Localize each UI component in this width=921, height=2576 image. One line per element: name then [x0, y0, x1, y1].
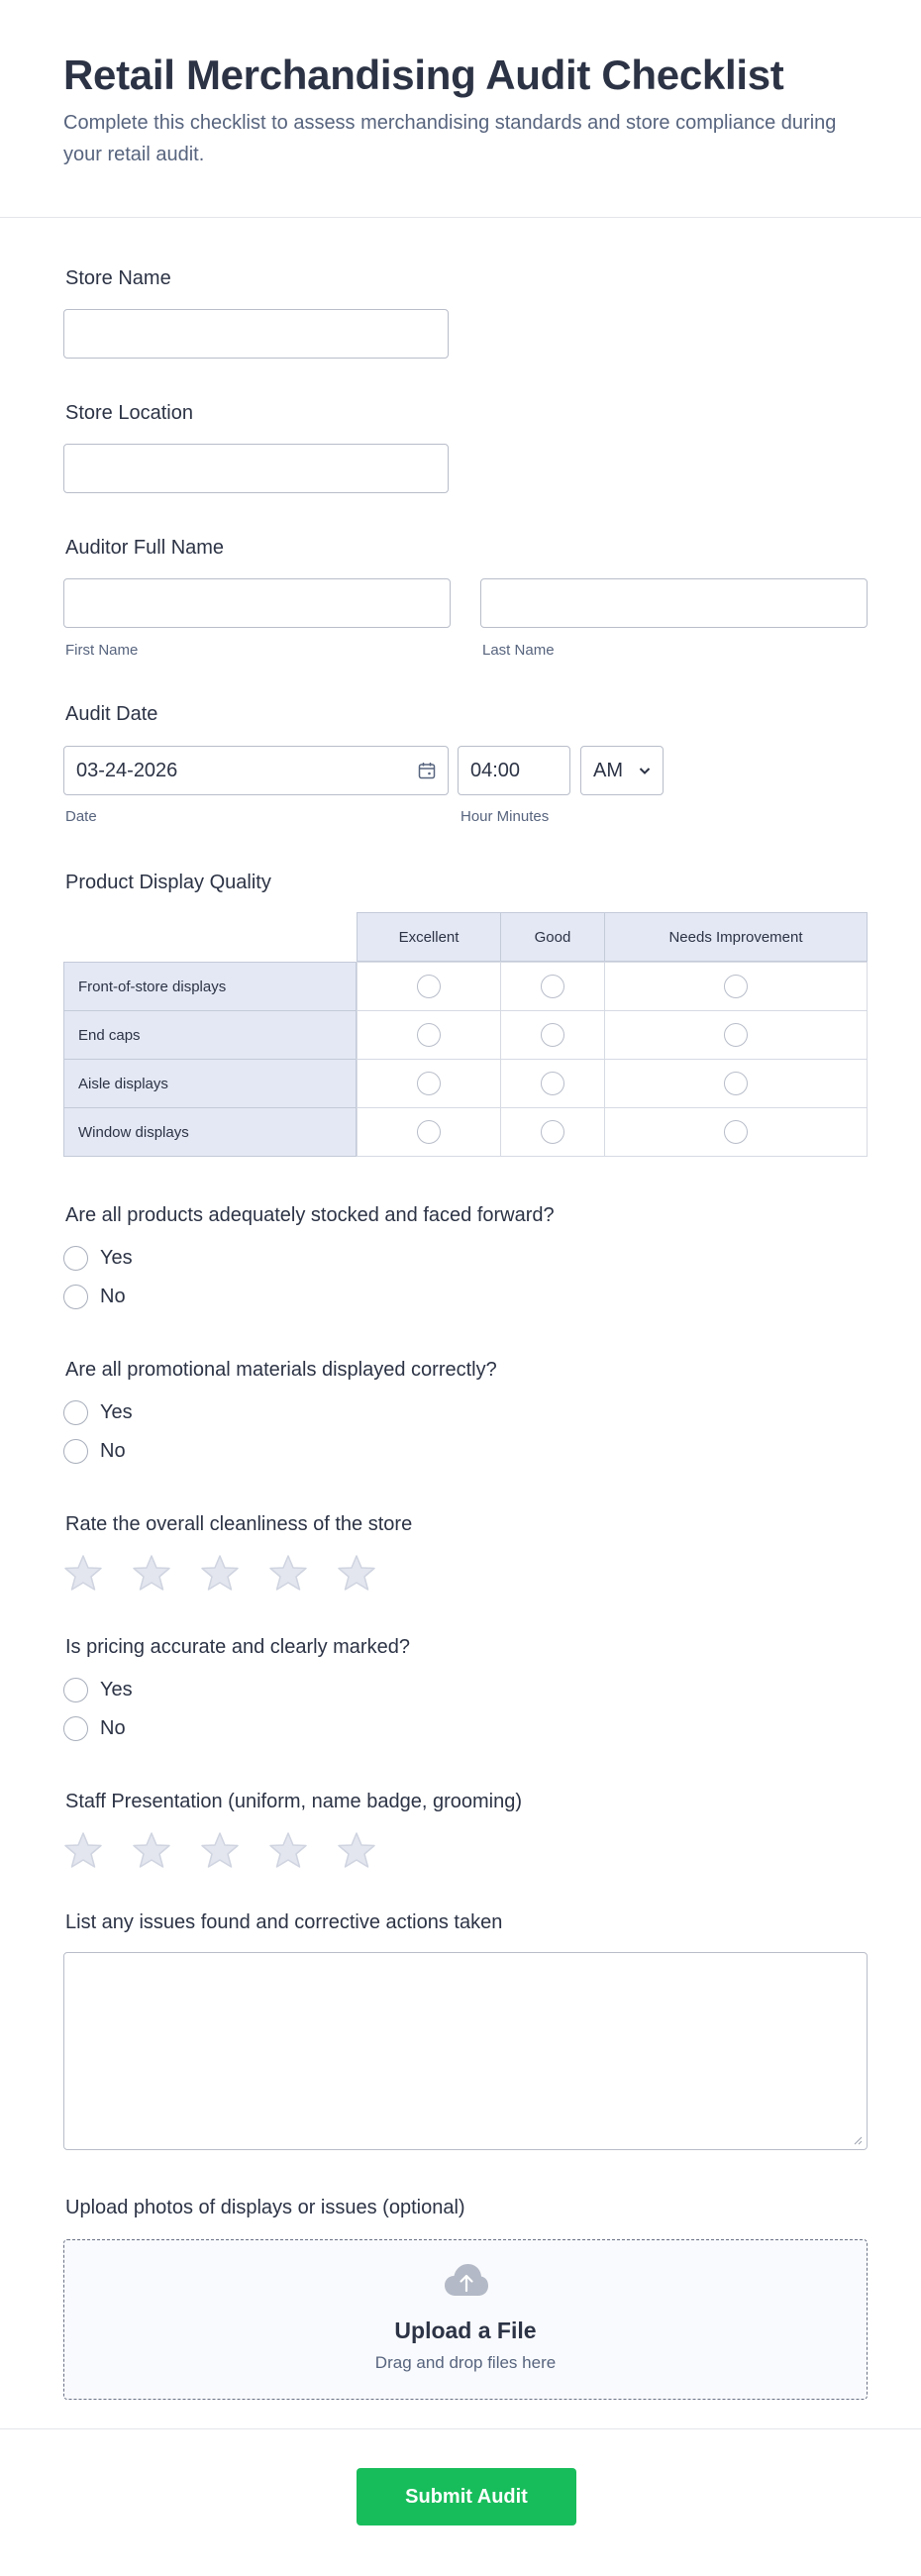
cleanliness-rating-label: Rate the overall cleanliness of the store	[65, 1513, 413, 1535]
first-name-sublabel: First Name	[65, 642, 139, 659]
star-icon[interactable]	[63, 1554, 103, 1592]
first-name-input[interactable]	[63, 578, 451, 628]
auditor-name-label: Auditor Full Name	[65, 537, 225, 559]
form-footer	[0, 2428, 921, 2576]
radio-label: No	[100, 1716, 126, 1739]
matrix-cell	[357, 962, 501, 1011]
matrix-radio[interactable]	[541, 975, 564, 998]
matrix-radio[interactable]	[417, 1072, 441, 1095]
matrix-cell	[500, 962, 605, 1011]
radio-button[interactable]	[63, 1678, 88, 1702]
store-location-label: Store Location	[65, 402, 193, 424]
star-icon[interactable]	[200, 1554, 240, 1592]
date-input[interactable]	[63, 746, 449, 795]
calendar-icon[interactable]	[418, 762, 436, 779]
date-sublabel: Date	[65, 808, 97, 825]
radio-button[interactable]	[63, 1400, 88, 1425]
matrix-radio[interactable]	[724, 975, 748, 998]
resize-handle-icon[interactable]	[853, 2135, 863, 2145]
page-title: Retail Merchandising Audit Checklist	[63, 52, 784, 98]
matrix-radio[interactable]	[724, 1120, 748, 1144]
pricing-option-yes[interactable]	[63, 1677, 133, 1702]
store-location-input[interactable]	[63, 444, 449, 493]
staff-rating-label: Staff Presentation (uniform, name badge, grooming)	[65, 1791, 522, 1812]
store-name-input[interactable]	[63, 309, 449, 359]
matrix-column-header: Excellent	[357, 912, 501, 962]
radio-button[interactable]	[63, 1246, 88, 1271]
matrix-cell	[500, 1107, 605, 1157]
radio-label: Yes	[100, 1678, 133, 1700]
matrix-radio[interactable]	[541, 1120, 564, 1144]
promotional-question-label: Are all promotional materials displayed correctly?	[65, 1359, 497, 1381]
matrix-cell	[357, 1010, 501, 1060]
last-name-input[interactable]	[480, 578, 868, 628]
matrix-cell	[604, 1010, 868, 1060]
matrix-cell	[357, 1107, 501, 1157]
star-icon[interactable]	[132, 1831, 171, 1869]
radio-button[interactable]	[63, 1439, 88, 1464]
ampm-value: AM	[593, 759, 623, 781]
promotional-option-yes[interactable]	[63, 1399, 133, 1425]
radio-label: No	[100, 1285, 126, 1307]
chevron-down-icon	[639, 767, 651, 775]
staff-star-rating	[63, 1831, 405, 1869]
store-name-label: Store Name	[65, 267, 171, 289]
time-sublabel: Hour Minutes	[460, 808, 550, 825]
matrix-row-label: Window displays	[63, 1107, 357, 1157]
promotional-option-no[interactable]	[63, 1438, 126, 1464]
issues-label: List any issues found and corrective actions taken	[65, 1911, 503, 1933]
form-header	[0, 0, 921, 218]
cloud-upload-icon	[443, 2262, 490, 2298]
matrix-row-label: Aisle displays	[63, 1059, 357, 1108]
star-icon[interactable]	[337, 1554, 376, 1592]
last-name-sublabel: Last Name	[482, 642, 555, 659]
cleanliness-star-rating	[63, 1554, 405, 1592]
star-icon[interactable]	[63, 1831, 103, 1869]
upload-subtitle: Drag and drop files here	[374, 2353, 557, 2372]
star-icon[interactable]	[132, 1554, 171, 1592]
matrix-radio[interactable]	[724, 1072, 748, 1095]
date-value: 03-24-2026	[76, 759, 178, 781]
matrix-radio[interactable]	[417, 975, 441, 998]
matrix-cell	[604, 1107, 868, 1157]
upload-title: Upload a File	[394, 2318, 537, 2343]
time-value: 04:00	[470, 759, 521, 781]
matrix-row-label: End caps	[63, 1010, 357, 1060]
upload-label: Upload photos of displays or issues (optional)	[65, 2197, 465, 2218]
matrix-radio[interactable]	[724, 1023, 748, 1047]
matrix-cell	[604, 1059, 868, 1108]
star-icon[interactable]	[337, 1831, 376, 1869]
radio-label: Yes	[100, 1246, 133, 1269]
matrix-column-header: Needs Improvement	[604, 912, 868, 962]
star-icon[interactable]	[268, 1554, 308, 1592]
file-upload-dropzone[interactable]	[63, 2239, 868, 2400]
stocked-option-yes[interactable]	[63, 1245, 133, 1271]
issues-textarea[interactable]	[63, 1952, 868, 2150]
star-icon[interactable]	[268, 1831, 308, 1869]
matrix-row-label: Front-of-store displays	[63, 962, 357, 1011]
matrix-radio[interactable]	[417, 1023, 441, 1047]
ampm-select[interactable]	[580, 746, 664, 795]
stocked-question-label: Are all products adequately stocked and faced forward?	[65, 1204, 555, 1226]
radio-label: Yes	[100, 1400, 133, 1423]
matrix-radio[interactable]	[541, 1023, 564, 1047]
radio-button[interactable]	[63, 1285, 88, 1309]
display-quality-label: Product Display Quality	[65, 872, 271, 893]
matrix-radio[interactable]	[541, 1072, 564, 1095]
radio-label: No	[100, 1439, 126, 1462]
time-input[interactable]	[458, 746, 570, 795]
matrix-cell	[357, 1059, 501, 1108]
submit-button[interactable]: Submit Audit	[357, 2468, 576, 2525]
star-icon[interactable]	[200, 1831, 240, 1869]
page-subtitle: Complete this checklist to assess merchandising standards and store compliance during your retail audit.	[63, 112, 837, 165]
matrix-column-header: Good	[500, 912, 605, 962]
matrix-cell	[500, 1059, 605, 1108]
display-quality-matrix	[63, 912, 868, 1160]
radio-button[interactable]	[63, 1716, 88, 1741]
pricing-question-label: Is pricing accurate and clearly marked?	[65, 1636, 410, 1658]
matrix-cell	[604, 962, 868, 1011]
matrix-radio[interactable]	[417, 1120, 441, 1144]
matrix-cell	[500, 1010, 605, 1060]
stocked-option-no[interactable]	[63, 1284, 126, 1309]
audit-date-label: Audit Date	[65, 703, 158, 725]
pricing-option-no[interactable]	[63, 1715, 126, 1741]
